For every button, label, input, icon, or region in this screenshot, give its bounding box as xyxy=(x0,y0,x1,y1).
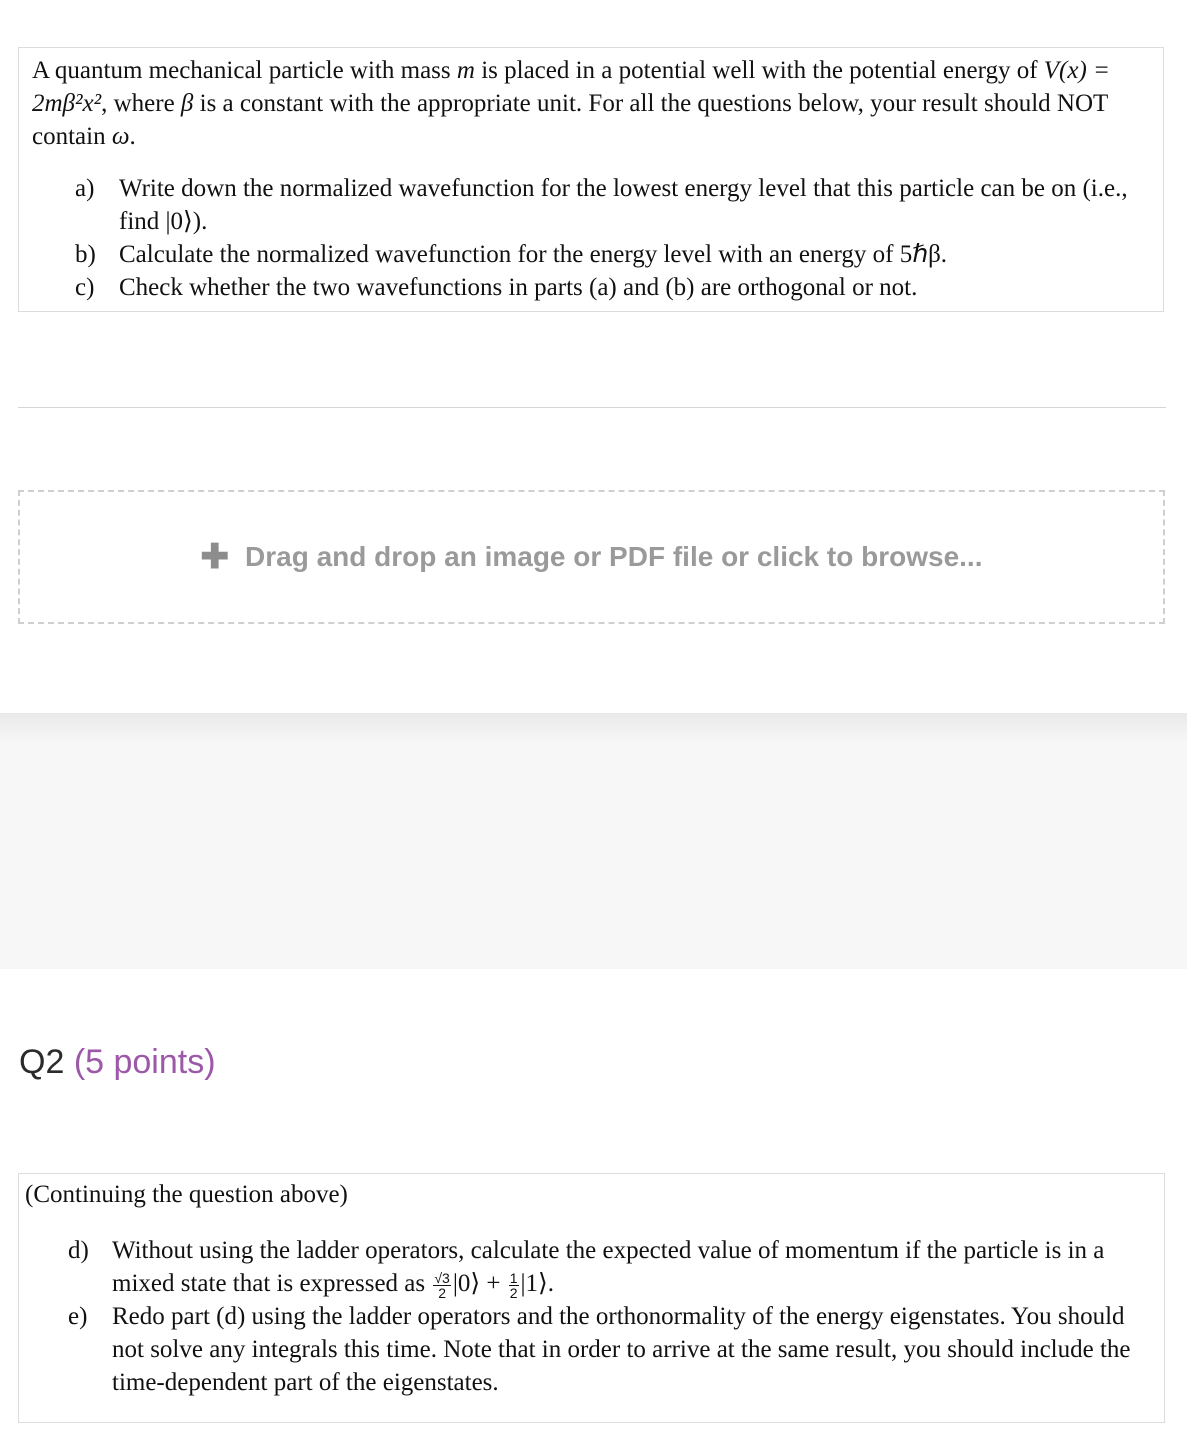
fraction-1-over-2 xyxy=(509,1271,519,1300)
intro-text: is placed in a potential well with the potential energy of xyxy=(474,57,1044,84)
fraction-sqrt3-over-2 xyxy=(433,1271,450,1300)
part-letter: d) xyxy=(68,1237,89,1264)
part-letter: b) xyxy=(75,241,96,268)
fraction-numerator: 1 xyxy=(509,1269,518,1286)
question-2-box xyxy=(18,1173,1165,1423)
ket-1: |1⟩. xyxy=(520,1270,555,1297)
fraction-numerator: √3 xyxy=(434,1269,450,1286)
part-b xyxy=(75,238,1149,271)
question-1-intro xyxy=(32,54,1149,153)
intro-text: , where xyxy=(101,90,181,117)
question-2-parts xyxy=(25,1234,1156,1399)
part-letter: e) xyxy=(68,1303,88,1330)
part-text: Check whether the two wavefunctions in parts (a) and (b) are orthogonal or not. xyxy=(119,274,918,301)
part-text: Write down the normalized wavefunction for the lowest energy level that this particle can be on (i.e., find |0⟩). xyxy=(119,175,1128,235)
part-c xyxy=(75,271,1149,304)
ket-0: |0⟩ + xyxy=(452,1270,507,1297)
question-1-box xyxy=(18,47,1164,312)
part-text: Redo part (d) using the ladder operators and the orthonormality of the energy eigenstates. You should not solve any integrals this time. Note that in order to arrive at the same result, you should include the time-dependent part of the eigenstates. xyxy=(112,1303,1131,1396)
fraction-denominator: 2 xyxy=(509,1284,518,1301)
part-d-text: Without using the ladder operators, calculate the expected value of momentum if the particle is in a mixed state that is expressed as xyxy=(112,1237,1105,1297)
part-a xyxy=(75,172,1149,238)
question-1-parts xyxy=(32,172,1149,304)
section-separator-band xyxy=(0,713,1187,969)
part-e xyxy=(68,1300,1156,1399)
fraction-denominator: 2 xyxy=(438,1284,447,1301)
question-2-intro: (Continuing the question above) xyxy=(25,1181,348,1208)
question-points: (5 points) xyxy=(73,1043,216,1081)
math-m: m xyxy=(456,57,475,84)
intro-text: . xyxy=(129,123,136,150)
math-omega: ω xyxy=(111,123,130,150)
part-d xyxy=(68,1234,1156,1300)
file-upload-dropzone[interactable] xyxy=(18,490,1165,624)
intro-text: is a constant with the appropriate unit. For all the questions below, your result should NOT contain xyxy=(32,90,1108,150)
upload-label: Drag and drop an image or PDF file or click to browse... xyxy=(245,541,983,572)
part-text xyxy=(112,1234,1156,1300)
plus-icon: ✚ xyxy=(200,538,229,576)
part-letter: c) xyxy=(75,274,95,301)
question-2-header xyxy=(19,1040,216,1084)
math-beta: β xyxy=(180,90,194,117)
question-number: Q2 xyxy=(19,1043,65,1081)
part-letter: a) xyxy=(75,175,95,202)
divider xyxy=(18,407,1166,408)
math-potential: V(x) = 2mβ²x² xyxy=(32,57,1110,117)
part-text: Calculate the normalized wavefunction for the energy level with an energy of 5ℏβ. xyxy=(119,241,948,268)
intro-text: A quantum mechanical particle with mass xyxy=(32,57,457,84)
